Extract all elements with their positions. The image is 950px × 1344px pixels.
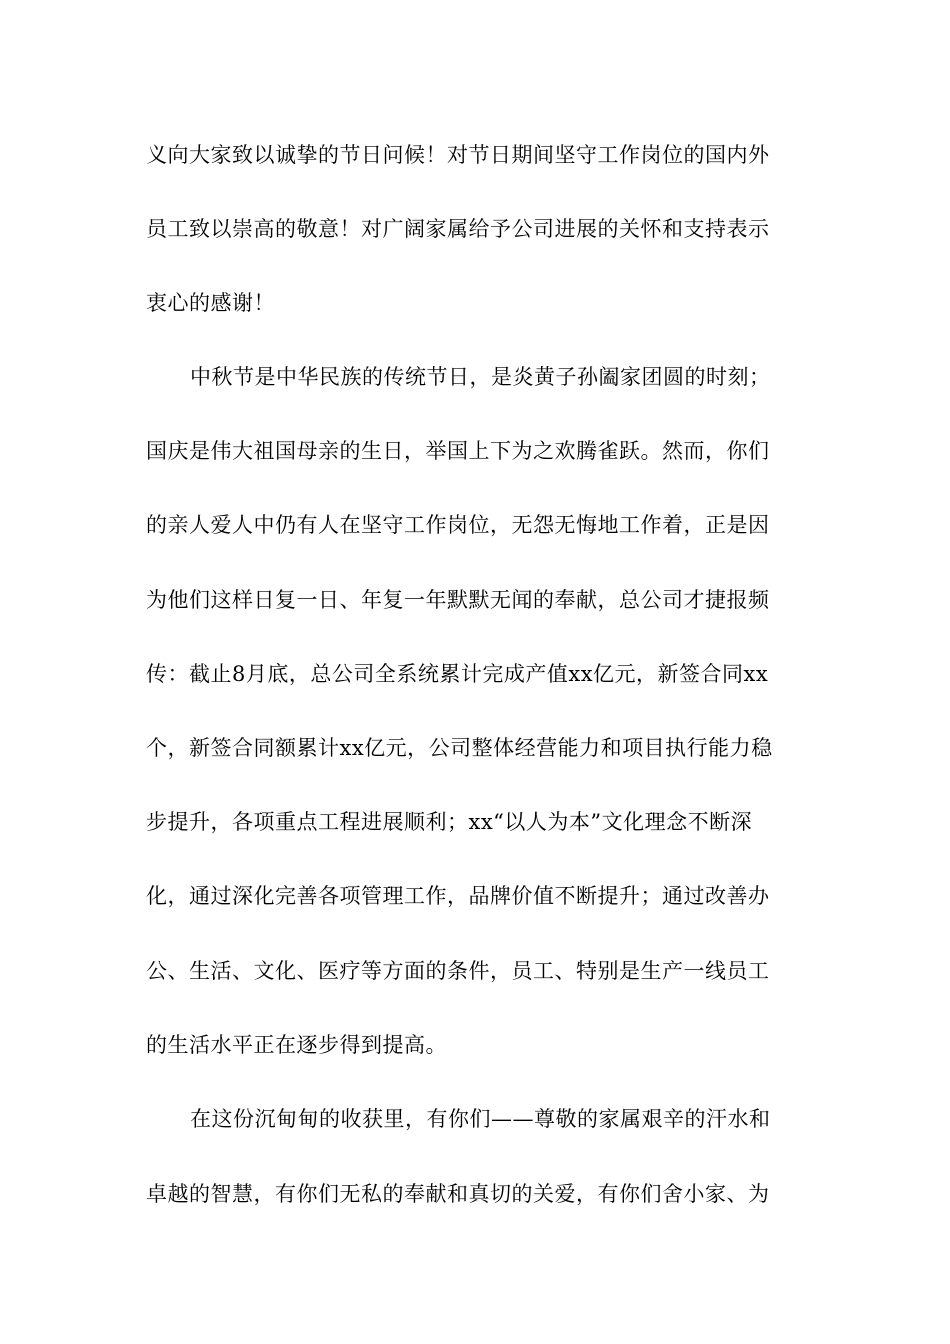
text-line: 的生活水平正在逐步得到提高。 <box>146 1033 447 1057</box>
paragraph-start-line: 中秋节是中华民族的传统节日，是炎黄子孙阖家团圆的时刻； <box>190 365 771 389</box>
text-line: 国庆是伟大祖国母亲的生日，举国上下为之欢腾雀跃。然而，你们 <box>146 439 770 463</box>
text-line: 义向大家致以诚挚的节日问候！对节日期间坚守工作岗位的国内外 <box>146 143 770 167</box>
text-line: 的亲人爱人中仍有人在坚守工作岗位，无怨无悔地工作着，正是因 <box>146 513 770 537</box>
text-line: 员工致以崇高的敬意！对广阔家属给予公司进展的关怀和支持表示 <box>146 217 770 241</box>
text-line: 卓越的智慧，有你们无私的奉献和真切的关爱，有你们舍小家、为 <box>146 1182 770 1206</box>
text-line: 为他们这样日复一日、年复一年默默无闻的奉献，总公司才捷报频 <box>146 588 770 612</box>
text-line: 个，新签合同额累计xx亿元，公司整体经营能力和项目执行能力稳 <box>146 736 773 760</box>
text-line: 公、生活、文化、医疗等方面的条件，员工、特别是生产一线员工 <box>146 959 770 983</box>
text-line: 化，通过深化完善各项管理工作，品牌价值不断提升；通过改善办 <box>146 884 770 908</box>
text-line: 传：截止8月底，总公司全系统累计完成产值xx亿元，新签合同xx <box>146 662 769 686</box>
text-line: 步提升，各项重点工程进展顺利；xx“以人为本”文化理念不断深 <box>146 810 753 834</box>
paragraph-start-line: 在这份沉甸甸的收获里，有你们——尊敬的家属艰辛的汗水和 <box>190 1107 771 1131</box>
text-line: 衷心的感谢！ <box>146 291 275 315</box>
